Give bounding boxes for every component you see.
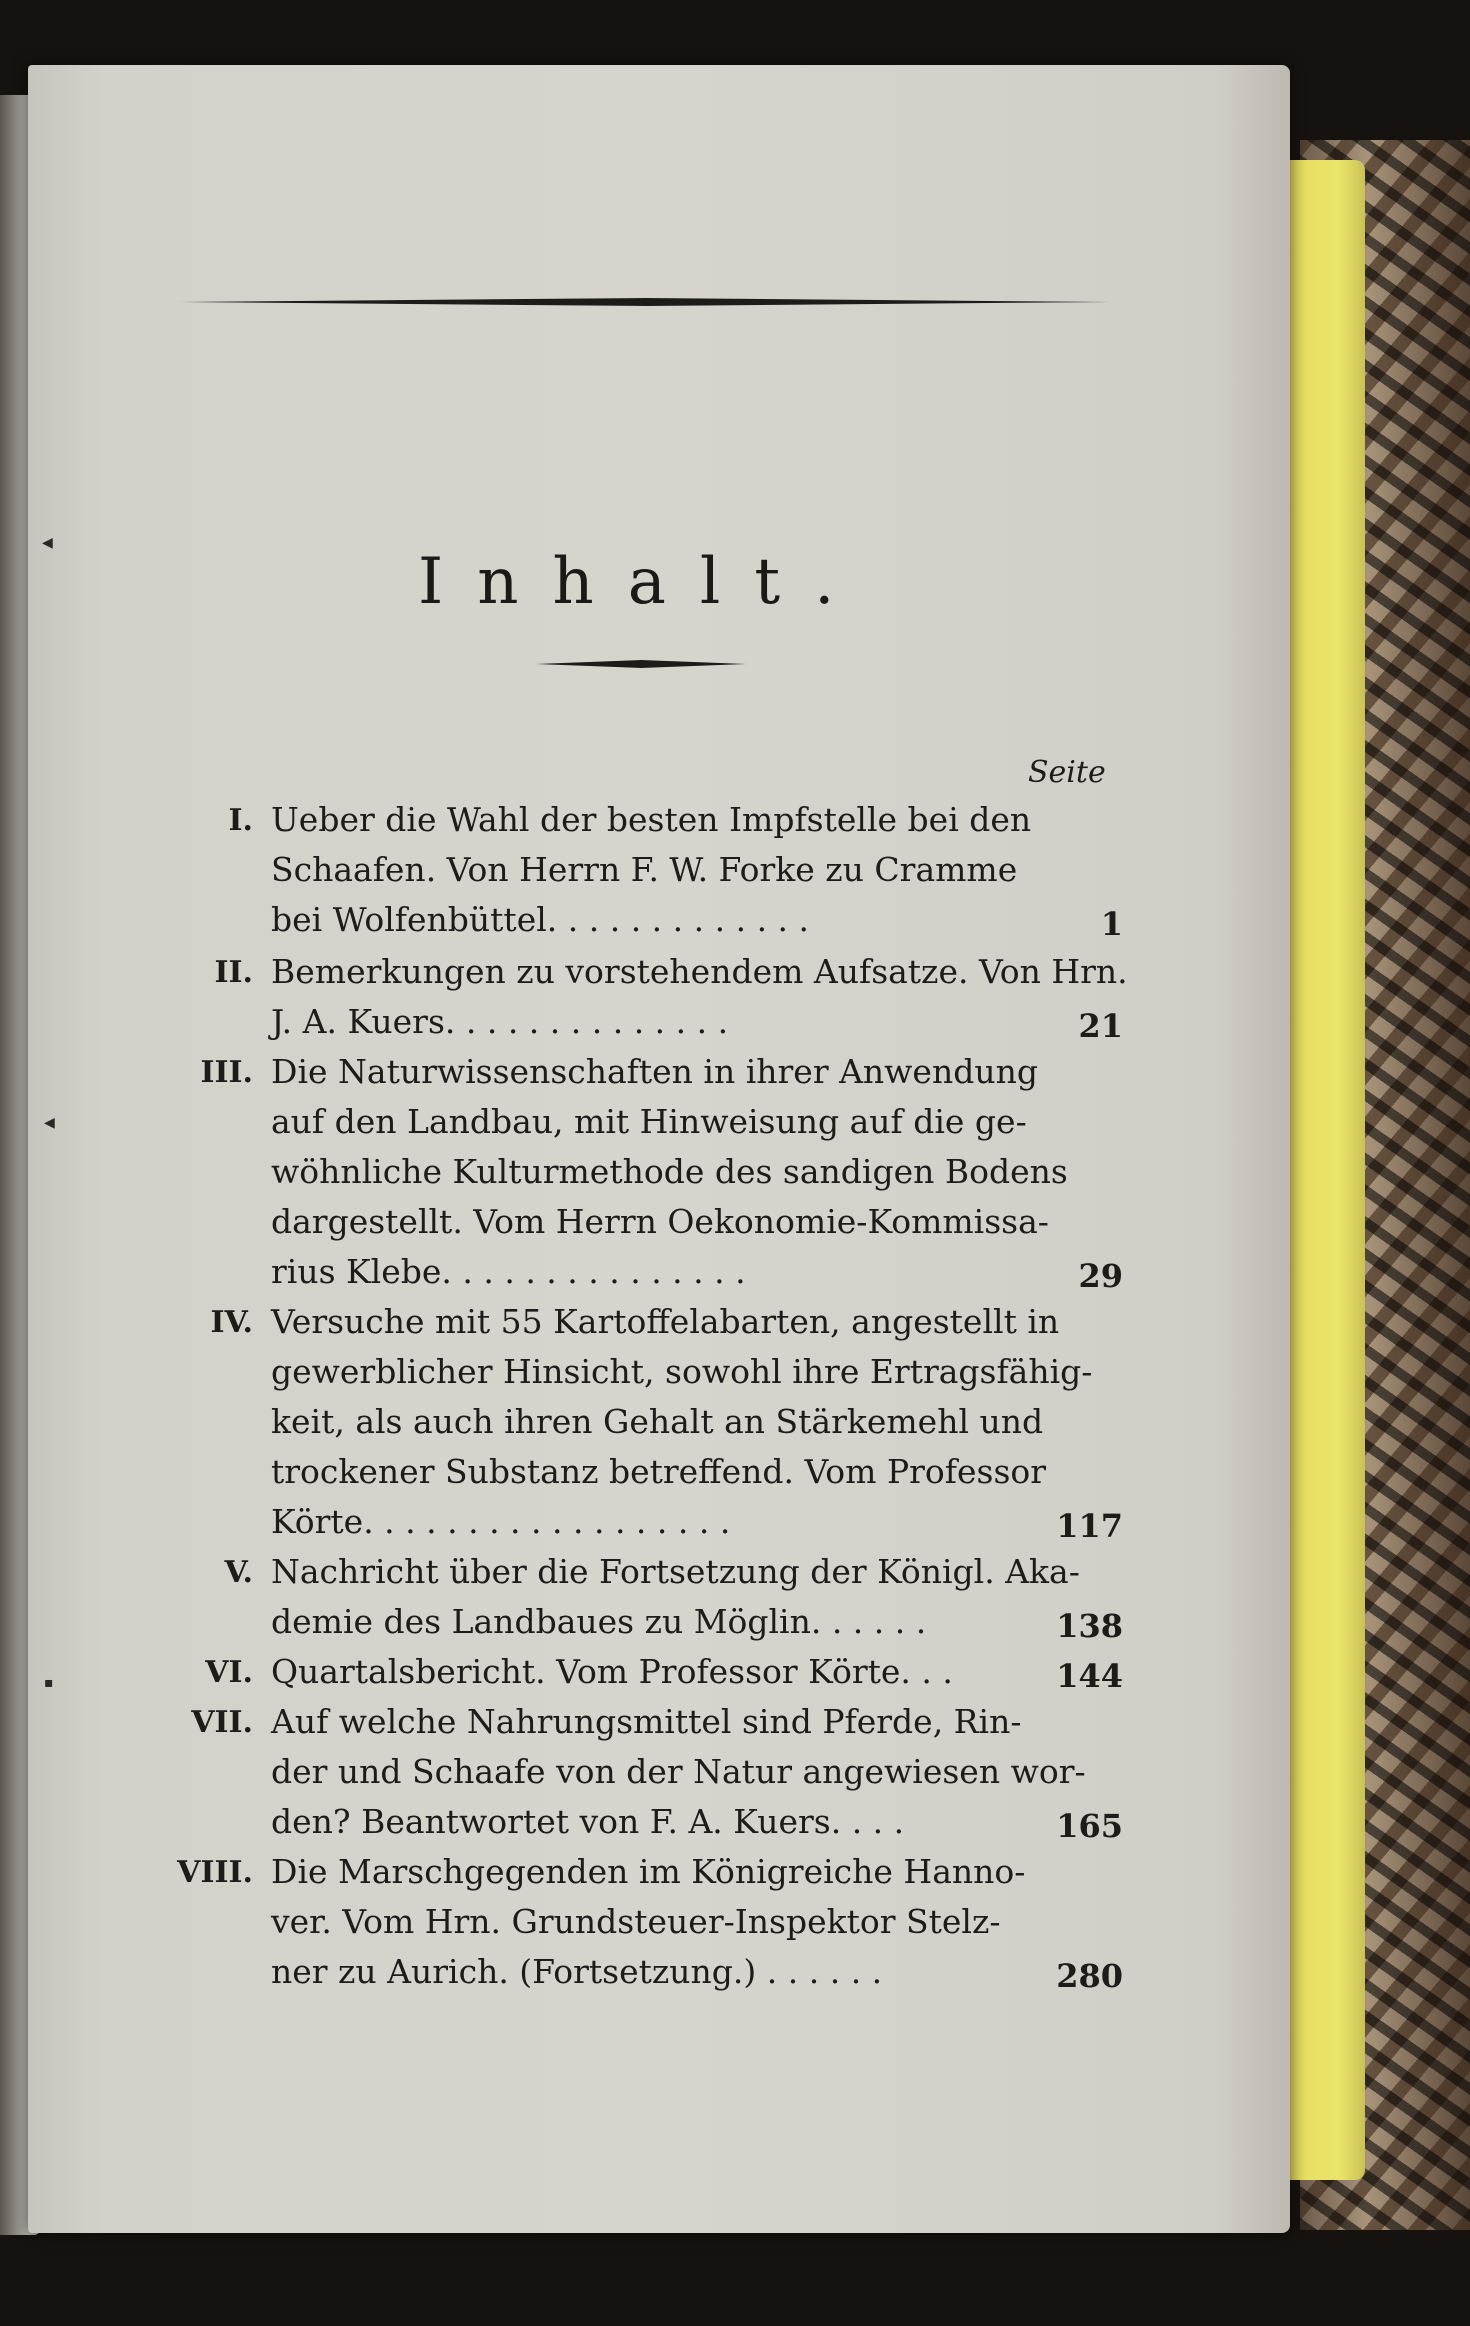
toc-entry <box>163 1047 1123 1297</box>
entry-page-number: 29 <box>1078 1257 1123 1295</box>
entry-number: VIII. <box>177 1855 253 1890</box>
entry-page-number: 138 <box>1056 1607 1123 1645</box>
margin-mark: ▪ <box>44 1675 54 1691</box>
entry-line: rius Klebe. . . . . . . . . . . . . . . <box>271 1252 746 1291</box>
entry-line: ver. Vom Hrn. Grundsteuer-Inspektor Stelz- <box>271 1902 1001 1941</box>
toc-entry <box>163 1297 1123 1547</box>
entry-line: Quartalsbericht. Vom Professor Körte. . . <box>271 1652 953 1691</box>
toc-entry <box>163 947 1128 1047</box>
entry-number: VI. <box>205 1655 253 1690</box>
entry-page-number: 1 <box>1100 905 1123 943</box>
toc-entry <box>163 795 1123 945</box>
entry-line: gewerblicher Hinsicht, sowohl ihre Ertragsfähig- <box>271 1352 1093 1391</box>
entry-line: wöhnliche Kulturmethode des sandigen Bodens <box>271 1152 1068 1191</box>
entry-line: dargestellt. Vom Herrn Oekonomie-Kommissa- <box>271 1202 1049 1241</box>
toc-entry <box>163 1697 1123 1847</box>
entry-line: den? Beantwortet von F. A. Kuers. . . . <box>271 1802 905 1841</box>
entry-number: VII. <box>191 1705 253 1740</box>
entry-line: Versuche mit 55 Kartoffelabarten, angestellt in <box>271 1302 1060 1341</box>
title-underline-rule <box>536 660 746 668</box>
entry-line: bei Wolfenbüttel. . . . . . . . . . . . . <box>271 900 810 939</box>
entry-line: Nachricht über die Fortsetzung der Königl. Aka- <box>271 1552 1080 1591</box>
book-page <box>28 65 1290 2233</box>
margin-mark: ◀ <box>44 1115 55 1131</box>
entry-line: Auf welche Nahrungsmittel sind Pferde, Rin- <box>271 1702 1022 1741</box>
entry-number: V. <box>224 1555 253 1590</box>
entry-line: trockener Substanz betreffend. Vom Professor <box>271 1452 1047 1491</box>
entry-page-number: 280 <box>1056 1957 1123 1995</box>
toc-entry <box>163 1547 1123 1647</box>
entry-page-number: 21 <box>1078 1007 1123 1045</box>
entry-number: IV. <box>210 1305 253 1340</box>
entry-line: der und Schaafe von der Natur angewiesen wor- <box>271 1752 1086 1791</box>
entry-line: Körte. . . . . . . . . . . . . . . . . . <box>271 1502 731 1541</box>
entry-number: II. <box>214 955 253 990</box>
page-title: Inhalt. <box>418 545 869 619</box>
entry-line: J. A. Kuers. . . . . . . . . . . . . . <box>271 1002 729 1041</box>
entry-line: ner zu Aurich. (Fortsetzung.) . . . . . . <box>271 1952 883 1991</box>
entry-number: III. <box>200 1055 253 1090</box>
entry-line: keit, als auch ihren Gehalt an Stärkemehl und <box>271 1402 1044 1441</box>
entry-page-number: 144 <box>1056 1657 1123 1695</box>
entry-line: Ueber die Wahl der besten Impfstelle bei den <box>271 800 1032 839</box>
top-ornamental-rule <box>180 298 1110 306</box>
entry-page-number: 117 <box>1056 1507 1123 1545</box>
entry-line: Schaafen. Von Herrn F. W. Forke zu Cramme <box>271 850 1018 889</box>
margin-mark: ◀ <box>42 535 53 551</box>
entry-number: I. <box>228 803 253 838</box>
entry-line: auf den Landbau, mit Hinweisung auf die ge- <box>271 1102 1027 1141</box>
entry-line: demie des Landbaues zu Möglin. . . . . . <box>271 1602 927 1641</box>
entry-line: Die Naturwissenschaften in ihrer Anwendung <box>271 1052 1038 1091</box>
entry-line: Bemerkungen zu vorstehendem Aufsatze. Von Hrn. <box>271 952 1128 991</box>
entry-line: Die Marschgegenden im Königreiche Hanno- <box>271 1852 1026 1891</box>
entry-page-number: 165 <box>1056 1807 1123 1845</box>
toc-entry <box>163 1647 1123 1697</box>
page-column-label: Seite <box>1028 755 1106 790</box>
toc-entry <box>163 1847 1123 1997</box>
